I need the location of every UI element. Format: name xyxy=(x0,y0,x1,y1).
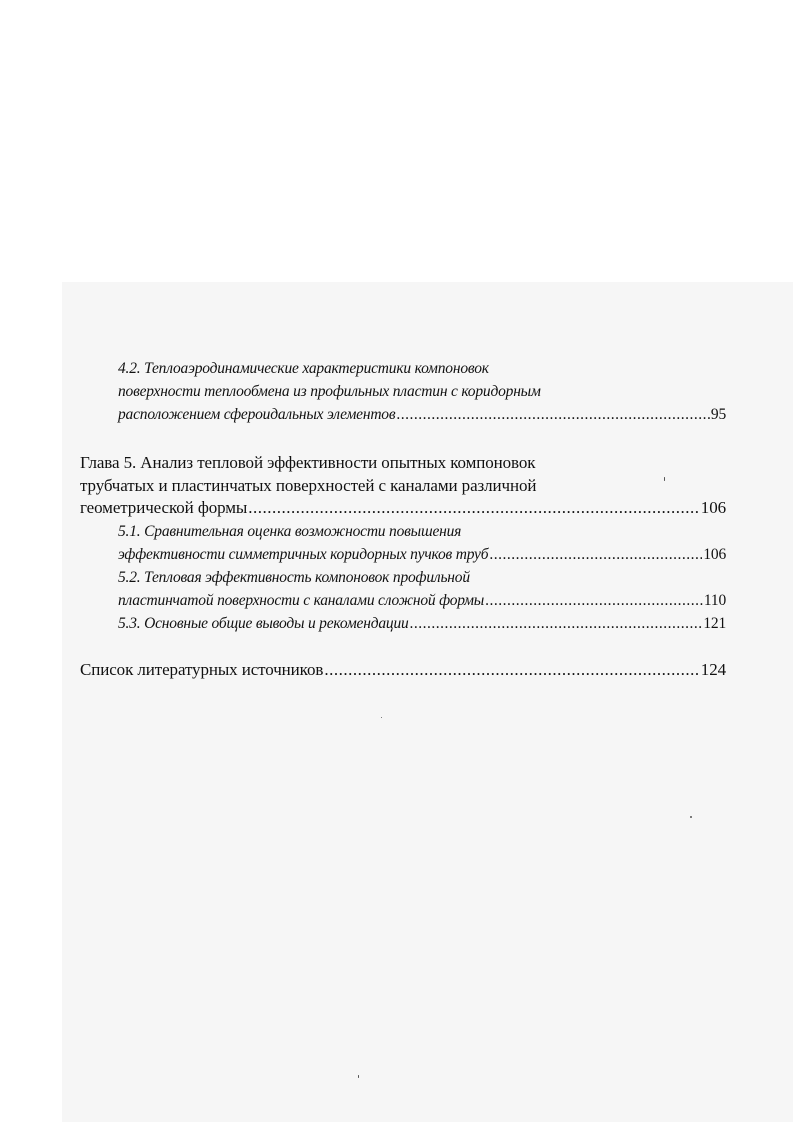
toc-references-line xyxy=(80,659,726,681)
toc-leader-dots xyxy=(410,613,703,635)
toc-section-5-2-line-1 xyxy=(118,567,470,589)
toc-page-number: 110 xyxy=(703,592,726,609)
toc-page-number: 106 xyxy=(703,546,726,563)
toc-section-5-1-line-2 xyxy=(118,544,726,566)
toc-page-number: 124 xyxy=(700,660,726,679)
toc-text: 4.2. Теплоаэродинамические характеристики компоновок xyxy=(118,360,489,377)
toc-chapter-5-line-3 xyxy=(80,497,726,519)
toc-section-4-2-line-2 xyxy=(118,381,541,403)
scan-speck xyxy=(690,816,692,818)
toc-leader-dots xyxy=(324,659,699,681)
toc-page-number: 121 xyxy=(703,615,726,632)
toc-text: трубчатых и пластинчатых поверхностей с каналами различной xyxy=(80,476,537,495)
toc-page-number: 95 xyxy=(710,406,726,423)
toc-text: 5.3. Основные общие выводы и рекомендации xyxy=(118,615,409,632)
toc-section-4-2-line-3 xyxy=(118,404,726,426)
toc-text: 5.2. Тепловая эффективность компоновок профильной xyxy=(118,569,470,586)
scan-speck xyxy=(358,1075,359,1078)
toc-leader-dots xyxy=(485,590,703,612)
toc-text: Список литературных источников xyxy=(80,660,324,679)
toc-text: расположением сфероидальных элементов xyxy=(118,406,396,423)
toc-text: 5.1. Сравнительная оценка возможности повышения xyxy=(118,523,462,540)
toc-text: пластинчатой поверхности с каналами сложной формы xyxy=(118,592,485,609)
toc-text: эффективности симметричных коридорных пучков труб xyxy=(118,546,489,563)
toc-leader-dots xyxy=(248,497,700,519)
toc-section-5-1-line-1 xyxy=(118,521,461,543)
toc-chapter-5-line-1 xyxy=(80,452,535,474)
toc-text: поверхности теплообмена из профильных пластин с коридорным xyxy=(118,383,541,400)
toc-chapter-5-line-2 xyxy=(80,475,536,497)
scan-speck xyxy=(664,477,665,481)
toc-text: геометрической формы xyxy=(80,498,248,517)
toc-leader-dots xyxy=(396,404,710,426)
toc-section-4-2-line-1 xyxy=(118,358,489,380)
toc-text: Глава 5. Анализ тепловой эффективности опытных компоновок xyxy=(80,453,536,472)
toc-leader-dots xyxy=(489,544,702,566)
toc-section-5-2-line-2 xyxy=(118,590,726,612)
toc-section-5-3-line-1 xyxy=(118,613,726,635)
toc-page-number: 106 xyxy=(700,498,726,517)
scan-speck xyxy=(381,717,382,718)
